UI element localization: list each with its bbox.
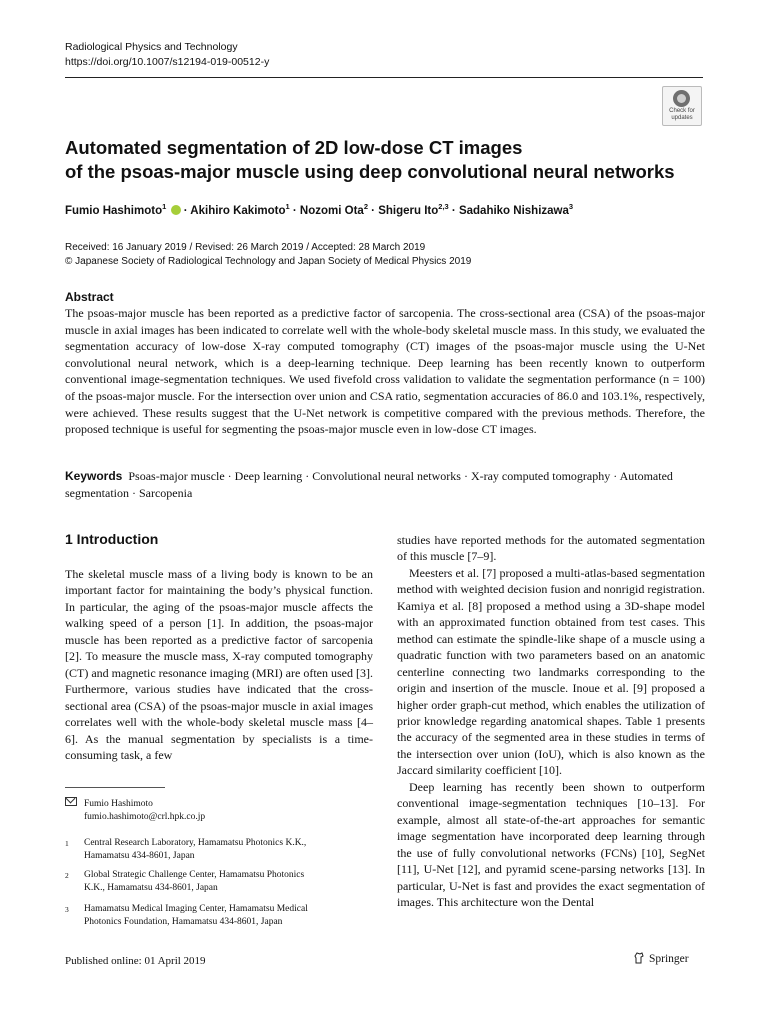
- keywords-block: [65, 468, 705, 501]
- history-dates: Received: 16 January 2019 / Revised: 26 March 2019 / Accepted: 28 March 2019: [65, 242, 426, 253]
- title-line-2: of the psoas-major muscle using deep convolutional neural networks: [65, 161, 675, 182]
- journal-header: [65, 40, 269, 70]
- body-paragraph: studies have reported methods for the automated segmentation of this muscle [7–9].: [397, 533, 705, 564]
- affiliation-line: Central Research Laboratory, Hamamatsu Photonics K.K.,: [84, 838, 307, 848]
- body-paragraph: The skeletal muscle mass of a living body is known to be an important factor for maintaining the body’s physical function. In particular, the aging of the psoas-major muscle affects the walking speed of a person [1]. In addition, the psoas-major muscle has been reported as a predictive factor of sarcopenia [2]. To measure the muscle mass, X-ray computed tomography (CT) and magnetic resonance imaging (MRI) are often used [3]. Furthermore, various studies have indicated that the cross-sectional area (CSA) of the psoas-major muscle in axial images correlates well with the whole-body skeletal muscle mass [4–6]. As the manual segmentation by specialists is a time-consuming task, a few: [65, 567, 373, 762]
- article-title: [65, 136, 705, 184]
- affiliation-line: Hamamatsu Medical Imaging Center, Hamamatsu Medical: [84, 904, 308, 914]
- author-affil-sup: 2: [363, 202, 368, 211]
- affiliation-number: 3: [65, 905, 69, 914]
- body-paragraph: Meesters et al. [7] proposed a multi-atlas-based segmentation method with weighted decision fusion and nonrigid registration. Kamiya et al. [8] proposed a method using a 3D-shape model with an approximated function obtained from test cases. This method can estimate the spindle-like shape of a muscle using a quadratic function with two parameters based on an anatomic centerline connecting two landmarks corresponding to the origin and insertion of the muscle. Inoue et al. [9] proposed a higher order graph-cut method, which enables the utilization of prior knowledge regarding anatomical shapes. Table 1 presents the accuracy of the segmented area in these studies in terms of the intersection over union (IoU), which is also known as the Jaccard similarity coefficient [10].: [397, 565, 705, 778]
- author-affil-sup: 2,3: [438, 202, 449, 211]
- affiliation-line: Hamamatsu 434-8601, Japan: [84, 851, 195, 861]
- affiliation-line: Photonics Foundation, Hamamatsu 434-8601, Japan: [84, 917, 283, 927]
- copyright-line: © Japanese Society of Radiological Technology and Japan Society of Medical Physics 2019: [65, 256, 472, 267]
- affiliation-number: 1: [65, 839, 69, 848]
- author-name[interactable]: Shigeru Ito: [378, 204, 439, 217]
- abstract-text: The psoas-major muscle has been reported as a predictive factor of sarcopenia. The cross-sectional area (CSA) of the psoas-major muscle in axial images has been indicated to correlate well with the whole-body skeletal muscle mass. In this study, we evaluated the segmentation accuracy of low-dose X-ray computed tomography (CT) images of the psoas-major muscle using the U-Net convolutional neural network, which is a deep-learning technique. Deep learning has been recently known to outperform conventional image-segmentation techniques. We used fivefold cross validation to validate the segmentation performance (n = 100) of the psoas-major muscle. For the intersection over union and CSA ratio, segmentation accuracies of 86.0 and 103.1%, respectively, were achieved. These results suggest that the U-Net network is competitive compared with the previous methods. Therefore, the proposed technique is useful for segmenting the psoas-major muscle even in low-dose CT images.: [65, 306, 705, 437]
- affiliation-line: K.K., Hamamatsu 434-8601, Japan: [84, 883, 218, 893]
- keywords-text: Psoas-major muscle · Deep learning · Convolutional neural networks · X-ray computed tomography · Automated segmentation · Sarcopenia: [65, 469, 673, 500]
- title-line-1: Automated segmentation of 2D low-dose CT images: [65, 137, 523, 158]
- corresponding-name: Fumio Hashimoto: [84, 799, 153, 809]
- author-affil-sup: 3: [568, 202, 574, 211]
- affiliation-2: [0, 869, 400, 899]
- header-rule: [65, 77, 703, 78]
- springer-horse-icon: [634, 952, 644, 964]
- author-name[interactable]: Nozomi Ota: [299, 204, 364, 217]
- section-heading-introduction: 1 Introduction: [65, 531, 159, 547]
- right-column: [397, 532, 705, 910]
- keywords-heading: Keywords: [65, 469, 123, 483]
- author-name[interactable]: Akihiro Kakimoto: [190, 204, 286, 217]
- affiliation-3: [0, 903, 400, 933]
- envelope-icon: [65, 797, 77, 806]
- journal-name: Radiological Physics and Technology: [65, 41, 238, 53]
- footnote-rule: [65, 787, 165, 788]
- affiliation-line: Global Strategic Challenge Center, Hamamatsu Photonics: [84, 870, 305, 880]
- orcid-icon[interactable]: [171, 205, 181, 215]
- author-affil-sup: 1: [285, 202, 290, 211]
- article-dates: [65, 241, 471, 269]
- affiliation-1: [0, 837, 400, 867]
- author-affil-sup: 1: [162, 202, 167, 211]
- badge-label: Check for updates: [669, 108, 695, 121]
- corresponding-email[interactable]: fumio.hashimoto@crl.hpk.co.jp: [84, 812, 206, 822]
- doi-link[interactable]: https://doi.org/10.1007/s12194-019-00512-y: [65, 56, 270, 68]
- corresponding-author: [65, 797, 205, 824]
- author-list: Fumio Hashimoto$^1$ · Akihiro Kakimoto$^1$ · Nozomi Ota$^2$ · Shigeru Ito$^{2,3}$ · Sadahiko Nishizawa$^3$: [65, 202, 574, 217]
- body-paragraph: Deep learning has recently been shown to outperform conventional image-segmentation techniques [10–13]. For example, almost all state-of-the-art approaches for semantic image segmentation have incorporated deep learning through the use of fully convolutional networks (FCNs) [10], SegNet [11], U-Net [12], and pyramid scene-parsing networks [13]. In particular, U-Net is fast and provides the exact segmentation of images. This architecture won the Dental: [397, 779, 705, 909]
- author-name[interactable]: Fumio Hashimoto: [65, 204, 163, 217]
- author-name[interactable]: Sadahiko Nishizawa: [458, 204, 569, 217]
- left-column: [65, 566, 373, 763]
- check-updates-icon: [673, 90, 690, 107]
- abstract-heading: Abstract: [65, 290, 114, 304]
- published-date: Published online: 01 April 2019: [65, 955, 206, 967]
- check-for-updates-badge[interactable]: [662, 86, 702, 126]
- publisher-logo[interactable]: [634, 952, 689, 965]
- affiliation-number: 2: [65, 871, 69, 880]
- publisher-name: Springer: [649, 953, 689, 965]
